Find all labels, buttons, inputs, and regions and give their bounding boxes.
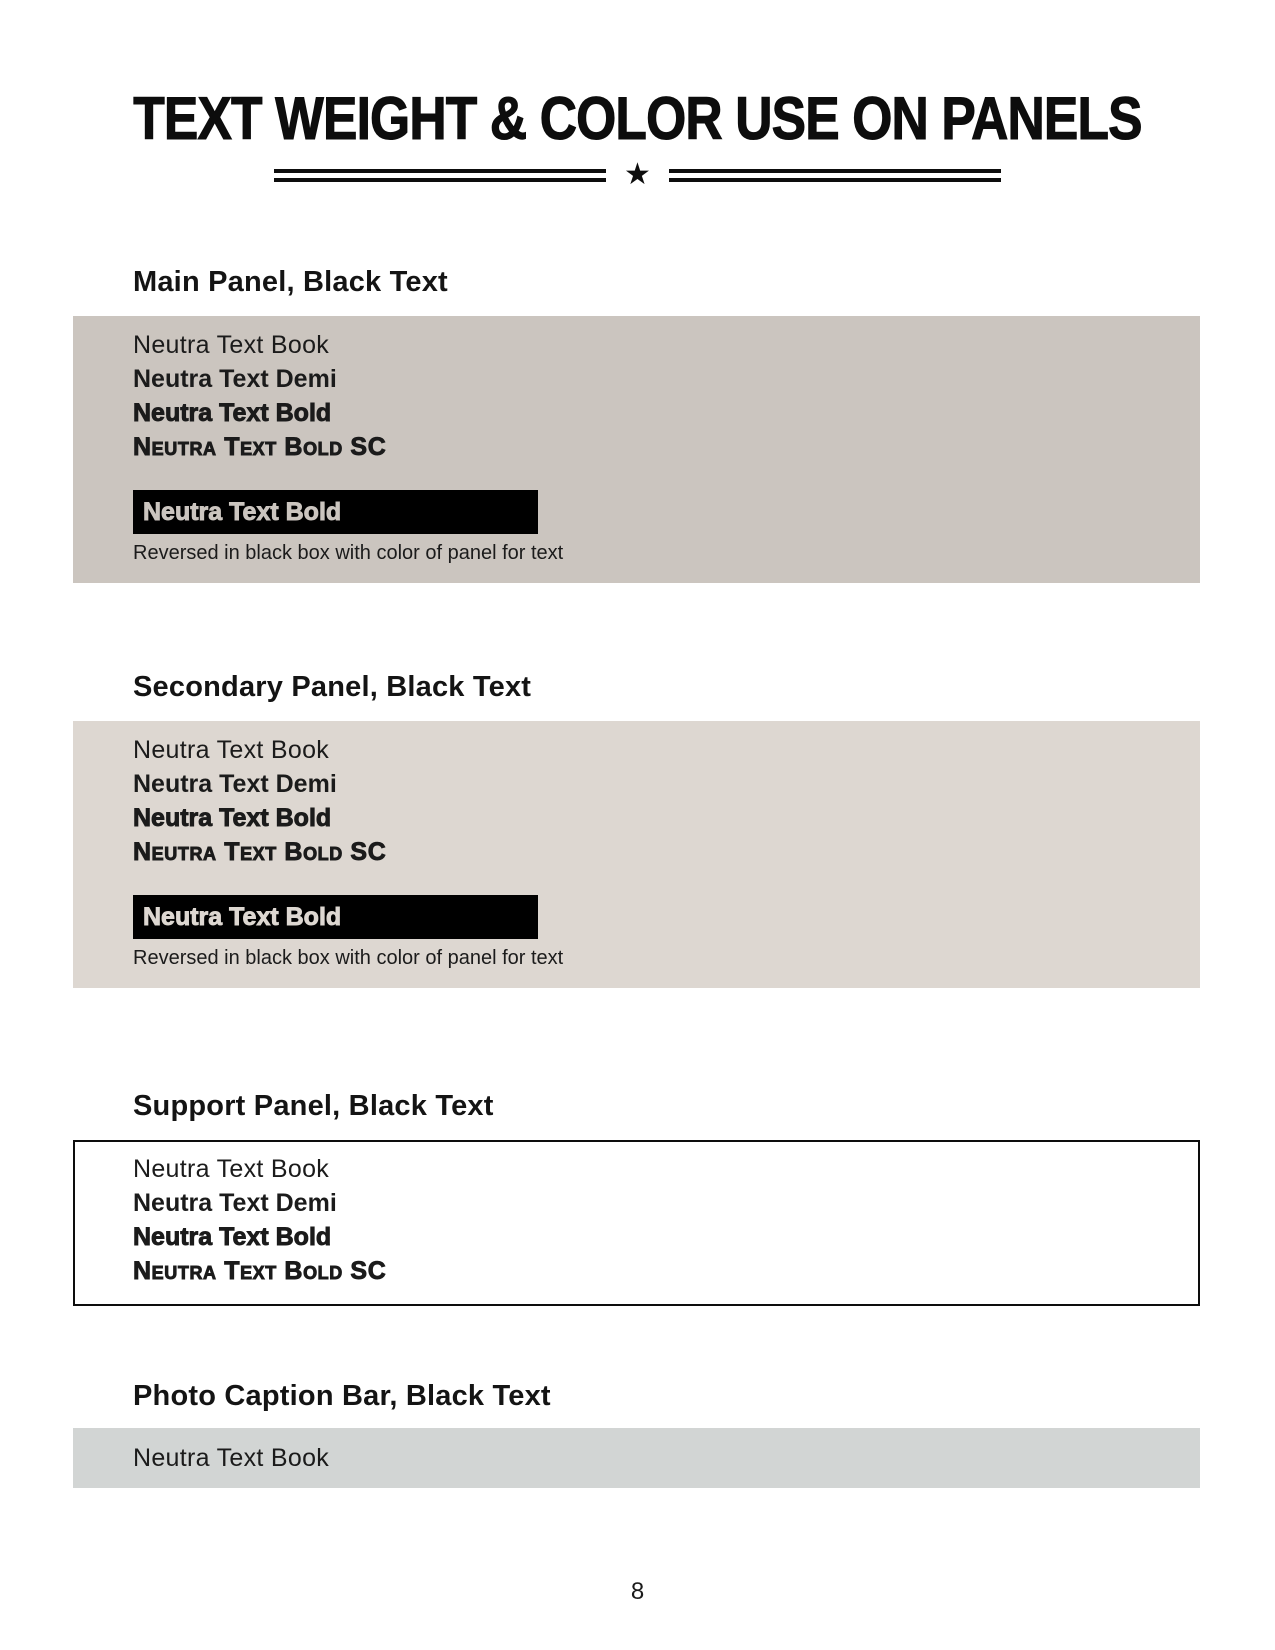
font-sample-demi: Neutra Text Demi [133,770,337,798]
section-support-panel [0,1088,1275,1306]
font-sample-bold: Neutra Text Bold [133,804,332,832]
font-sample-bold: Neutra Text Bold [133,399,332,427]
font-sample-bold-sc: Neutra Text Bold SC [133,433,387,461]
section-heading: Photo Caption Bar, Black Text [133,1380,551,1412]
divider-rules-left [274,169,606,182]
star-icon: ★ [624,158,651,191]
main-panel-swatch [73,316,1200,583]
font-sample-book: Neutra Text Book [133,1155,330,1183]
reversed-text-label: Neutra Text Bold [143,497,342,526]
section-heading: Support Panel, Black Text [133,1090,494,1122]
section-heading: Main Panel, Black Text [133,266,448,298]
font-sample-demi: Neutra Text Demi [133,1189,337,1217]
font-sample-book: Neutra Text Book [133,331,330,359]
page-number: 8 [630,1578,645,1605]
section-main-panel [0,264,1275,583]
font-sample-bold: Neutra Text Bold [133,1223,332,1251]
font-sample-demi: Neutra Text Demi [133,365,337,393]
divider-rules-right [669,169,1001,182]
reversed-text-box [133,895,538,939]
font-sample-book: Neutra Text Book [133,736,330,764]
title-divider [0,160,1275,190]
font-sample-book: Neutra Text Book [133,1443,330,1472]
page-title: TEXT WEIGHT & COLOR USE ON PANELS [133,85,1142,152]
reversed-text-box [133,490,538,534]
section-secondary-panel [0,669,1275,988]
reversed-text-label: Neutra Text Bold [143,902,342,931]
page-header [0,86,1275,190]
photo-caption-bar-swatch [73,1428,1200,1488]
section-photo-caption-bar [0,1378,1275,1488]
font-sample-bold-sc: Neutra Text Bold SC [133,838,387,866]
reversed-text-caption: Reversed in black box with color of panel for text [133,947,564,969]
support-panel-swatch [73,1140,1200,1306]
secondary-panel-swatch [73,721,1200,988]
font-sample-bold-sc: Neutra Text Bold SC [133,1257,387,1285]
reversed-text-caption: Reversed in black box with color of panel for text [133,542,564,564]
section-heading: Secondary Panel, Black Text [133,671,532,703]
